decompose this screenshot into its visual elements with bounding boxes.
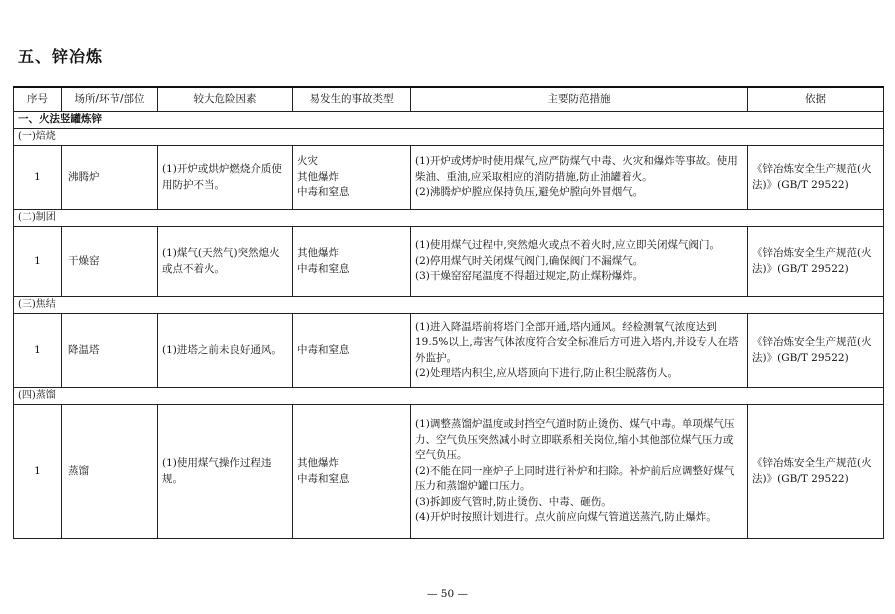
hazard-table <box>13 86 884 539</box>
row-place: 干燥窑 <box>62 227 158 297</box>
row-accident-types <box>293 405 411 539</box>
section-row <box>14 112 884 129</box>
measure-item: (1)调整蒸馏炉温度或封挡空气道时防止烫伤、煤气中毒。单项煤气压力、空气负压突然减小时立即联系相关岗位,缩小其他部位煤气压力或空气负压。 <box>415 418 735 462</box>
header-hazard: 较大危险因素 <box>158 87 293 112</box>
table-row <box>14 314 884 388</box>
measure-item: (2)停用煤气时关闭煤气阀门,确保阀门不漏煤气。 <box>415 254 644 267</box>
subsection-row <box>14 129 884 146</box>
basis-text: 《锌冶炼安全生产规范(火法)》(GB/T 29522) <box>752 163 872 191</box>
header-accident-type: 易发生的事故类型 <box>293 87 411 112</box>
accident-type: 其他爆炸 <box>297 457 339 469</box>
accident-type: 火灾 <box>297 155 318 168</box>
page-number: — 50 — <box>426 588 469 600</box>
row-number: 1 <box>14 146 62 210</box>
subsection-title: (四)蒸馏 <box>14 388 884 405</box>
subsection-row <box>14 297 884 314</box>
subsection-row <box>14 210 884 227</box>
row-place: 沸腾炉 <box>62 146 158 210</box>
row-hazard <box>158 227 293 297</box>
row-accident-types <box>293 314 411 388</box>
measure-item: (2)不能在同一座炉子上同时进行补炉和扫除。补炉前后应调整好煤气压力和蒸馏炉罐口压力。 <box>415 464 735 493</box>
row-basis <box>748 405 884 539</box>
measure-item: (2)沸腾炉炉膛应保持负压,避免炉膛向外冒烟气。 <box>415 186 644 199</box>
row-basis <box>748 314 884 388</box>
row-measures <box>411 314 748 388</box>
table-row <box>14 146 884 210</box>
measure-item: (3)干燥窑窑尾温度不得超过规定,防止煤粉爆炸。 <box>415 270 644 283</box>
row-hazard <box>158 146 293 210</box>
hazard-text: (1)进塔之前未良好通风。 <box>162 343 282 356</box>
row-basis <box>748 227 884 297</box>
subsection-title: (一)焙烧 <box>14 129 884 146</box>
measure-item: (2)处理塔内积尘,应从塔顶向下进行,防止积尘脱落伤人。 <box>415 367 679 379</box>
row-number: 1 <box>14 314 62 388</box>
subsection-row <box>14 388 884 405</box>
basis-text: 《锌冶炼安全生产规范(火法)》(GB/T 29522) <box>752 457 872 485</box>
subsection-title: (二)制团 <box>14 210 884 227</box>
hazard-text: (1)煤气(天然气)突然熄火或点不着火。 <box>162 247 280 275</box>
row-measures <box>411 405 748 539</box>
subsection-title: (三)焦结 <box>14 297 884 314</box>
row-hazard <box>158 405 293 539</box>
accident-type: 中毒和窒息 <box>297 472 350 485</box>
row-number: 1 <box>14 405 62 539</box>
measure-item: (1)进入降温塔前将塔门全部开通,塔内通风。经检测氧气浓度达到19.5%以上,毒害气体浓度符合安全标准后方可进入塔内,并设专人在塔外监护。 <box>415 320 739 364</box>
accident-type: 其他爆炸 <box>297 170 339 183</box>
header-place: 场所/环节/部位 <box>62 87 158 112</box>
row-number: 1 <box>14 227 62 297</box>
table-header-row <box>14 87 884 112</box>
section-title: 一、火法竖罐炼锌 <box>14 112 884 129</box>
measure-item: (4)开炉时按照计划进行。点火前应向煤气管道送蒸汽,防止爆炸。 <box>415 511 717 524</box>
hazard-text: (1)开炉或烘炉燃烧介质使用防护不当。 <box>162 163 282 191</box>
row-place: 蒸馏 <box>62 405 158 539</box>
row-place: 降温塔 <box>62 314 158 388</box>
table-row <box>14 405 884 539</box>
header-measures: 主要防范措施 <box>411 87 748 112</box>
accident-type: 中毒和窒息 <box>297 343 350 356</box>
row-accident-types <box>293 227 411 297</box>
accident-type: 中毒和窒息 <box>297 186 350 199</box>
measure-item: (1)开炉或烤炉时使用煤气,应严防煤气中毒、火灾和爆炸等事故。使用柴油、重油,应采取相应的消防措施,防止油罐着火。 <box>415 155 738 183</box>
header-no: 序号 <box>14 87 62 112</box>
accident-type: 中毒和窒息 <box>297 262 350 275</box>
table-row <box>14 227 884 297</box>
basis-text: 《锌冶炼安全生产规范(火法)》(GB/T 29522) <box>752 247 872 275</box>
header-basis: 依据 <box>748 87 884 112</box>
hazard-text: (1)使用煤气操作过程违规。 <box>162 457 272 485</box>
row-measures <box>411 227 748 297</box>
row-measures <box>411 146 748 210</box>
accident-type: 其他爆炸 <box>297 247 339 259</box>
basis-text: 《锌冶炼安全生产规范(火法)》(GB/T 29522) <box>752 336 872 364</box>
measure-item: (1)使用煤气过程中,突然熄火或点不着火时,应立即关闭煤气阀门。 <box>415 239 721 252</box>
page-heading: 五、锌冶炼 <box>18 47 104 66</box>
row-basis <box>748 146 884 210</box>
row-accident-types <box>293 146 411 210</box>
row-hazard <box>158 314 293 388</box>
measure-item: (3)拆卸废气管时,防止烫伤、中毒、砸伤。 <box>415 495 612 508</box>
